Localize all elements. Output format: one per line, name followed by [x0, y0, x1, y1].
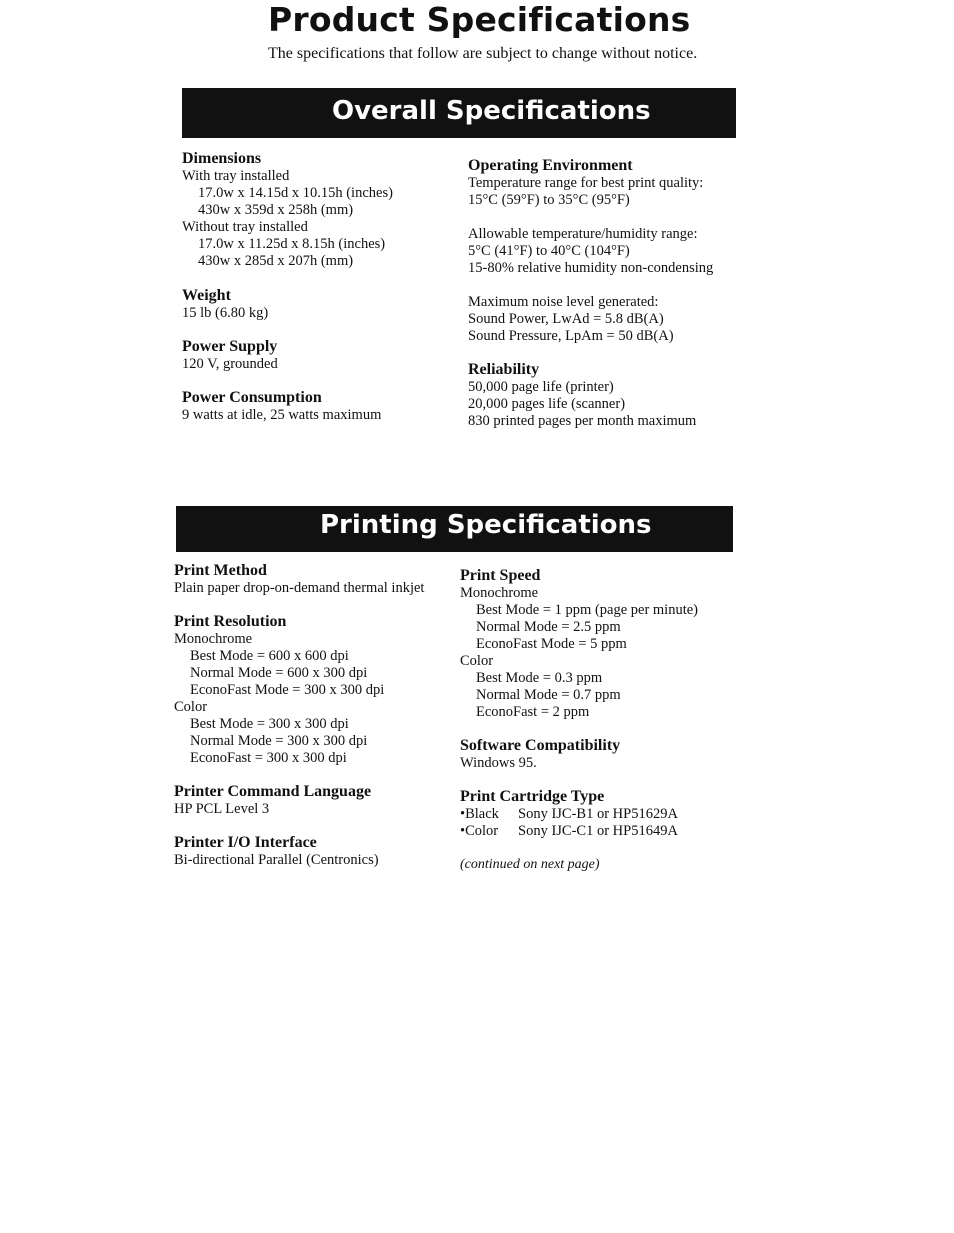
resolution-color-econo: EconoFast = 300 x 300 dpi	[190, 750, 347, 766]
io-interface-section	[174, 834, 459, 869]
speed-color-label: Color	[460, 653, 494, 669]
io-interface-heading: Printer I/O Interface	[174, 834, 317, 851]
speed-color-econo: EconoFast = 2 ppm	[476, 704, 590, 720]
temp-best-value: 15°C (59°F) to 35°C (95°F)	[468, 192, 630, 208]
sound-power: Sound Power, LwAd = 5.8 dB(A)	[468, 311, 664, 327]
io-interface-value: Bi-directional Parallel (Centronics)	[174, 852, 379, 868]
command-language-value: HP PCL Level 3	[174, 801, 270, 817]
speed-color-best: Best Mode = 0.3 ppm	[476, 670, 603, 686]
resolution-mono-econo: EconoFast Mode = 300 x 300 dpi	[190, 682, 385, 698]
command-language-heading: Printer Command Language	[174, 783, 372, 800]
print-resolution-section	[174, 613, 459, 767]
without-tray-mm: 430w x 285d x 207h (mm)	[198, 253, 354, 269]
overall-left-column	[182, 150, 442, 424]
resolution-color-normal: Normal Mode = 300 x 300 dpi	[190, 733, 368, 749]
power-supply-heading: Power Supply	[182, 338, 278, 355]
operating-environment-section	[468, 157, 748, 345]
speed-mono-econo: EconoFast Mode = 5 ppm	[476, 636, 627, 652]
resolution-mono-label: Monochrome	[174, 631, 253, 647]
cartridge-color-label: •Color	[460, 823, 499, 839]
printing-left-column	[174, 562, 459, 869]
software-value: Windows 95.	[460, 755, 537, 771]
print-method-section	[174, 562, 459, 597]
print-speed-section	[460, 567, 750, 721]
allowable-humidity: 15-80% relative humidity non-condensing	[468, 260, 714, 276]
cartridge-black-label: •Black	[460, 806, 499, 822]
operating-environment-heading: Operating Environment	[468, 157, 633, 174]
speed-mono-best: Best Mode = 1 ppm (page per minute)	[476, 602, 699, 618]
resolution-mono-normal: Normal Mode = 600 x 300 dpi	[190, 665, 368, 681]
cartridge-color-value: Sony IJC-C1 or HP51649A	[518, 823, 678, 839]
weight-heading: Weight	[182, 287, 231, 304]
software-heading: Software Compatibility	[460, 737, 621, 754]
cartridge-black-row	[460, 806, 750, 823]
printing-right-column	[460, 567, 750, 873]
power-supply-value: 120 V, grounded	[182, 356, 278, 372]
scanner-life: 20,000 pages life (scanner)	[468, 396, 626, 412]
without-tray-inches: 17.0w x 11.25d x 8.15h (inches)	[198, 236, 386, 252]
monthly-pages: 830 printed pages per month maximum	[468, 413, 697, 429]
cartridge-heading: Print Cartridge Type	[460, 788, 605, 805]
power-consumption-heading: Power Consumption	[182, 389, 322, 406]
cartridge-color-row	[460, 823, 750, 840]
with-tray-mm: 430w x 359d x 258h (mm)	[198, 202, 354, 218]
allowable-label: Allowable temperature/humidity range:	[468, 226, 698, 242]
dimensions-section	[182, 150, 442, 270]
reliability-section	[468, 361, 748, 430]
printing-specifications-banner: Printing Specifications	[176, 506, 733, 552]
overall-specifications-banner: Overall Specifications	[182, 88, 736, 138]
reliability-heading: Reliability	[468, 361, 540, 378]
noise-label: Maximum noise level generated:	[468, 294, 659, 310]
speed-mono-label: Monochrome	[460, 585, 539, 601]
cartridge-black-value: Sony IJC-B1 or HP51629A	[518, 806, 678, 822]
power-supply-section	[182, 338, 442, 373]
sound-pressure: Sound Pressure, LpAm = 50 dB(A)	[468, 328, 674, 344]
with-tray-label: With tray installed	[182, 168, 290, 184]
resolution-color-label: Color	[174, 699, 208, 715]
page-title: Product Specifications	[268, 0, 691, 39]
temp-best-label: Temperature range for best print quality:	[468, 175, 704, 191]
allowable-temp: 5°C (41°F) to 40°C (104°F)	[468, 243, 630, 259]
resolution-color-best: Best Mode = 300 x 300 dpi	[190, 716, 349, 732]
overall-right-column	[468, 157, 748, 430]
software-section	[460, 737, 750, 772]
command-language-section	[174, 783, 459, 818]
cartridge-section	[460, 788, 750, 840]
power-consumption-value: 9 watts at idle, 25 watts maximum	[182, 407, 382, 423]
print-resolution-heading: Print Resolution	[174, 613, 287, 630]
with-tray-inches: 17.0w x 14.15d x 10.15h (inches)	[198, 185, 393, 201]
continued-note: (continued on next page)	[460, 857, 600, 872]
print-method-value: Plain paper drop-on-demand thermal inkjet	[174, 580, 425, 596]
speed-color-normal: Normal Mode = 0.7 ppm	[476, 687, 621, 703]
printer-life: 50,000 page life (printer)	[468, 379, 614, 395]
resolution-mono-best: Best Mode = 600 x 600 dpi	[190, 648, 349, 664]
speed-mono-normal: Normal Mode = 2.5 ppm	[476, 619, 621, 635]
weight-section	[182, 287, 442, 322]
weight-value: 15 lb (6.80 kg)	[182, 305, 269, 321]
print-method-heading: Print Method	[174, 562, 267, 579]
power-consumption-section	[182, 389, 442, 424]
print-speed-heading: Print Speed	[460, 567, 541, 584]
page-subtitle: The specifications that follow are subject to change without notice.	[268, 45, 698, 62]
without-tray-label: Without tray installed	[182, 219, 308, 235]
dimensions-heading: Dimensions	[182, 150, 262, 167]
